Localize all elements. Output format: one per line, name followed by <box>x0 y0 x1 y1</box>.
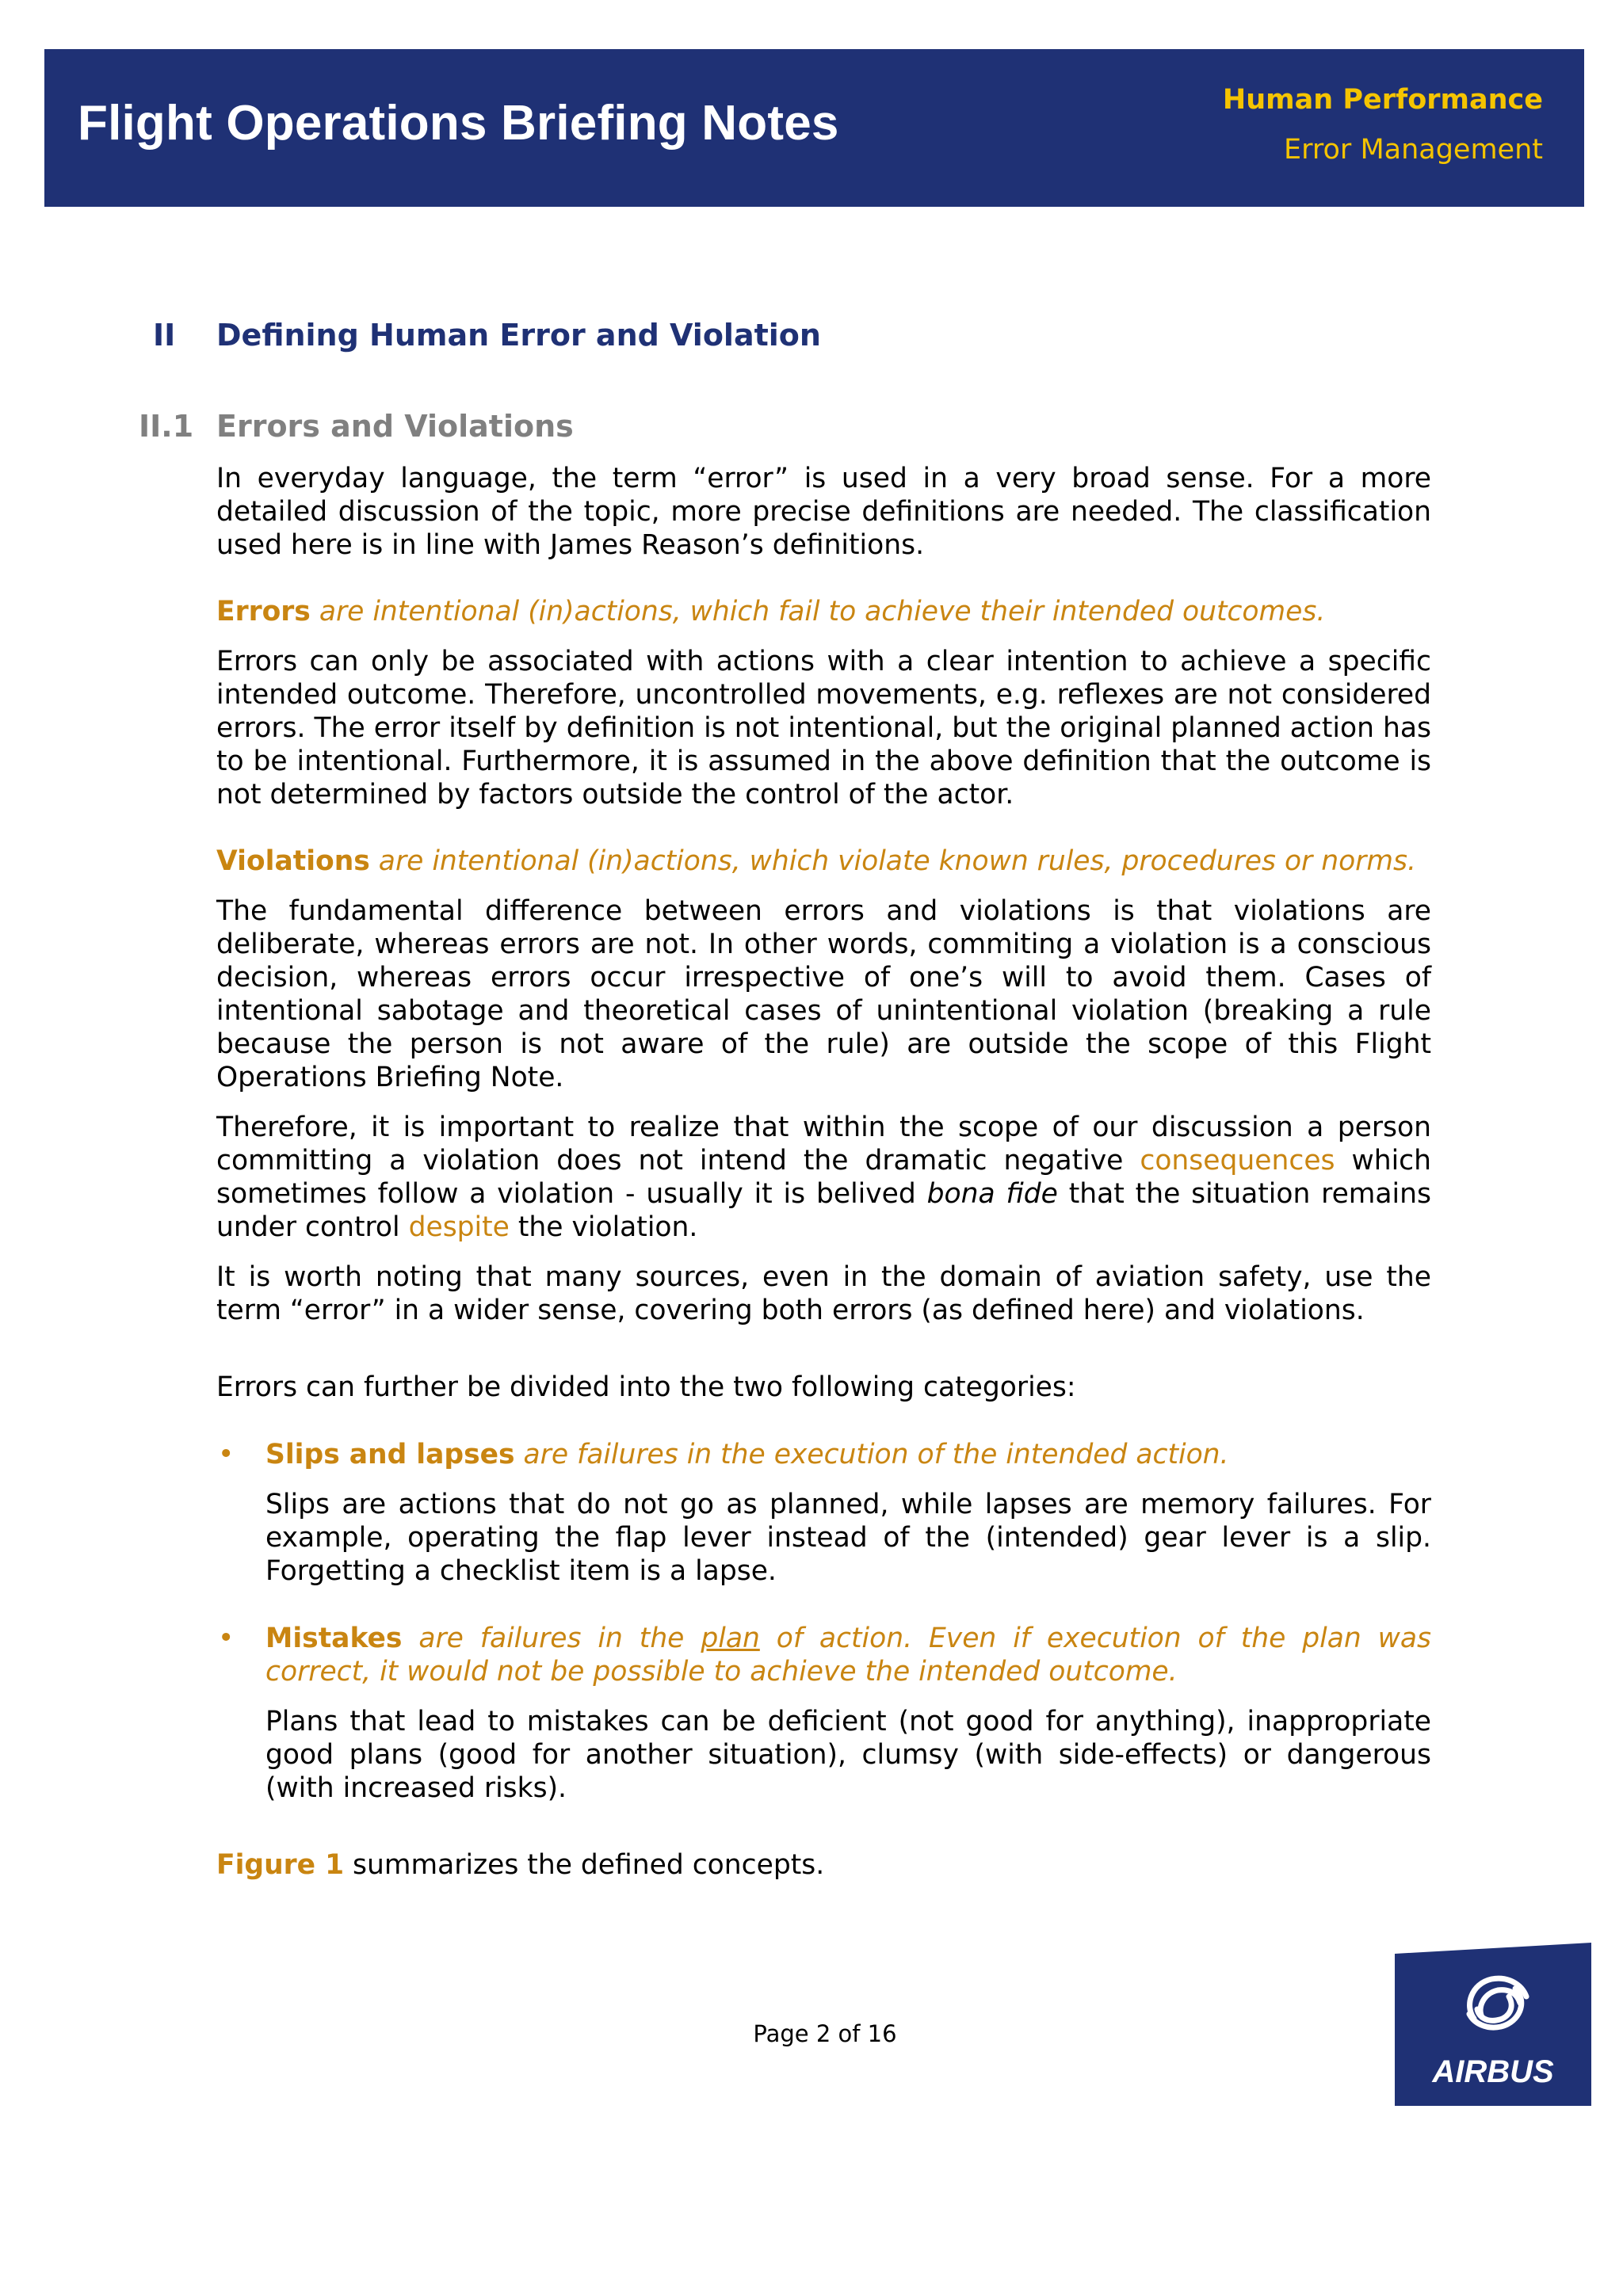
slips-definition-text: are failures in the execution of the intended action. <box>514 1439 1229 1470</box>
airbus-logo <box>1395 1943 1591 2106</box>
mistakes-definition-text-2: of action. Even if execution of the plan was correct, it would not be possible to achieve the intended outcome. <box>265 1623 1431 1688</box>
figure-reference-paragraph <box>216 1848 1431 1882</box>
mistakes-term: Mistakes <box>265 1623 403 1654</box>
slips-explanation: Slips are actions that do not go as planned, while lapses are memory failures. For example, operating the flap lever instead of the (intended) gear lever is a slip. Forgetting a checklist item is a lapse. <box>265 1489 1431 1587</box>
mistakes-definition-text-1: are failures in the <box>402 1623 701 1654</box>
figure-reference-link: Figure 1 <box>216 1849 345 1881</box>
bullet-icon: • <box>218 1439 235 1470</box>
figure-reference-text: summarizes the defined concepts. <box>344 1849 825 1881</box>
errors-term: Errors <box>216 596 311 627</box>
therefore-paragraph <box>216 1111 1431 1244</box>
body-content <box>216 462 1431 1882</box>
therefore-text-3: that the situation remains under control <box>216 1178 1431 1243</box>
section-number: II <box>153 318 176 353</box>
slips-term: Slips and lapses <box>265 1439 515 1470</box>
worth-noting-paragraph: It is worth noting that many sources, even in the domain of aviation safety, use the term “error” in a wider sense, covering both errors (as defined here) and violations. <box>216 1261 1431 1326</box>
intro-paragraph: In everyday language, the term “error” is used in a very broad sense. For a more detailed discussion of the topic, more precise definitions are needed. The classification used here is in line with James Reason’s definitions. <box>216 463 1431 561</box>
subsection-number: II.1 <box>139 409 194 444</box>
list-item-slips <box>218 1438 1431 1588</box>
mistakes-definition <box>265 1622 1431 1688</box>
subsection-heading: Errors and Violations <box>216 409 574 444</box>
document-title: Flight Operations Briefing Notes <box>78 96 839 151</box>
therefore-text-2: which sometimes follow a violation - usually it is belived <box>216 1145 1432 1210</box>
plan-underlined-text: plan <box>701 1623 760 1654</box>
violations-explanation: The fundamental difference between errors and violations is that violations are deliberate, whereas errors are not. In other words, commiting a violation is a conscious decision, whereas errors occur irrespective of one’s will to avoid them. Cases of intentional sabotage and theoretical cases of unintentional violation (breaking a rule because the person is not aware of the rule) are outside the scope of this Flight Operations Briefing Note. <box>216 895 1431 1093</box>
section-heading: Defining Human Error and Violation <box>216 318 821 353</box>
mistakes-explanation: Plans that lead to mistakes can be deficient (not good for anything), inappropriate good plans (good for another situation), clumsy (with side-effects) or dangerous (with increased risks). <box>265 1706 1431 1804</box>
consequences-highlight: consequences <box>1140 1145 1335 1177</box>
violations-definition <box>216 845 1431 878</box>
errors-definition <box>216 595 1431 628</box>
header-banner <box>44 49 1584 207</box>
bona-fide-text: bona fide <box>926 1178 1058 1210</box>
despite-highlight: despite <box>408 1211 510 1243</box>
therefore-text-4: the violation. <box>509 1211 698 1243</box>
categories-intro: Errors can further be divided into the two following categories: <box>216 1371 1076 1403</box>
header-category: Human Performance <box>1222 84 1543 116</box>
violations-definition-text: are intentional (in)actions, which violate known rules, procedures or norms. <box>369 845 1416 877</box>
list-item-mistakes <box>218 1622 1431 1805</box>
page-number: Page 2 of 16 <box>753 2020 897 2047</box>
logo-text: AIRBUS <box>1432 2054 1554 2089</box>
errors-definition-text: are intentional (in)actions, which fail to achieve their intended outcomes. <box>310 596 1326 627</box>
violations-term: Violations <box>216 845 370 877</box>
errors-explanation: Errors can only be associated with actions with a clear intention to achieve a specific intended outcome. Therefore, uncontrolled movements, e.g. reflexes are not considered errors. The error itself by definition is not intentional, but the original planned action has to be intentional. Furthermore, it is assumed in the above definition that the outcome is not determined by factors outside the control of the actor. <box>216 646 1431 810</box>
bullet-icon: • <box>218 1623 235 1654</box>
header-subcategory: Error Management <box>1284 134 1543 166</box>
therefore-text-1: Therefore, it is important to realize that within the scope of our discussion a person committing a violation does not intend the dramatic negative <box>216 1112 1431 1177</box>
slips-definition <box>265 1438 1431 1471</box>
